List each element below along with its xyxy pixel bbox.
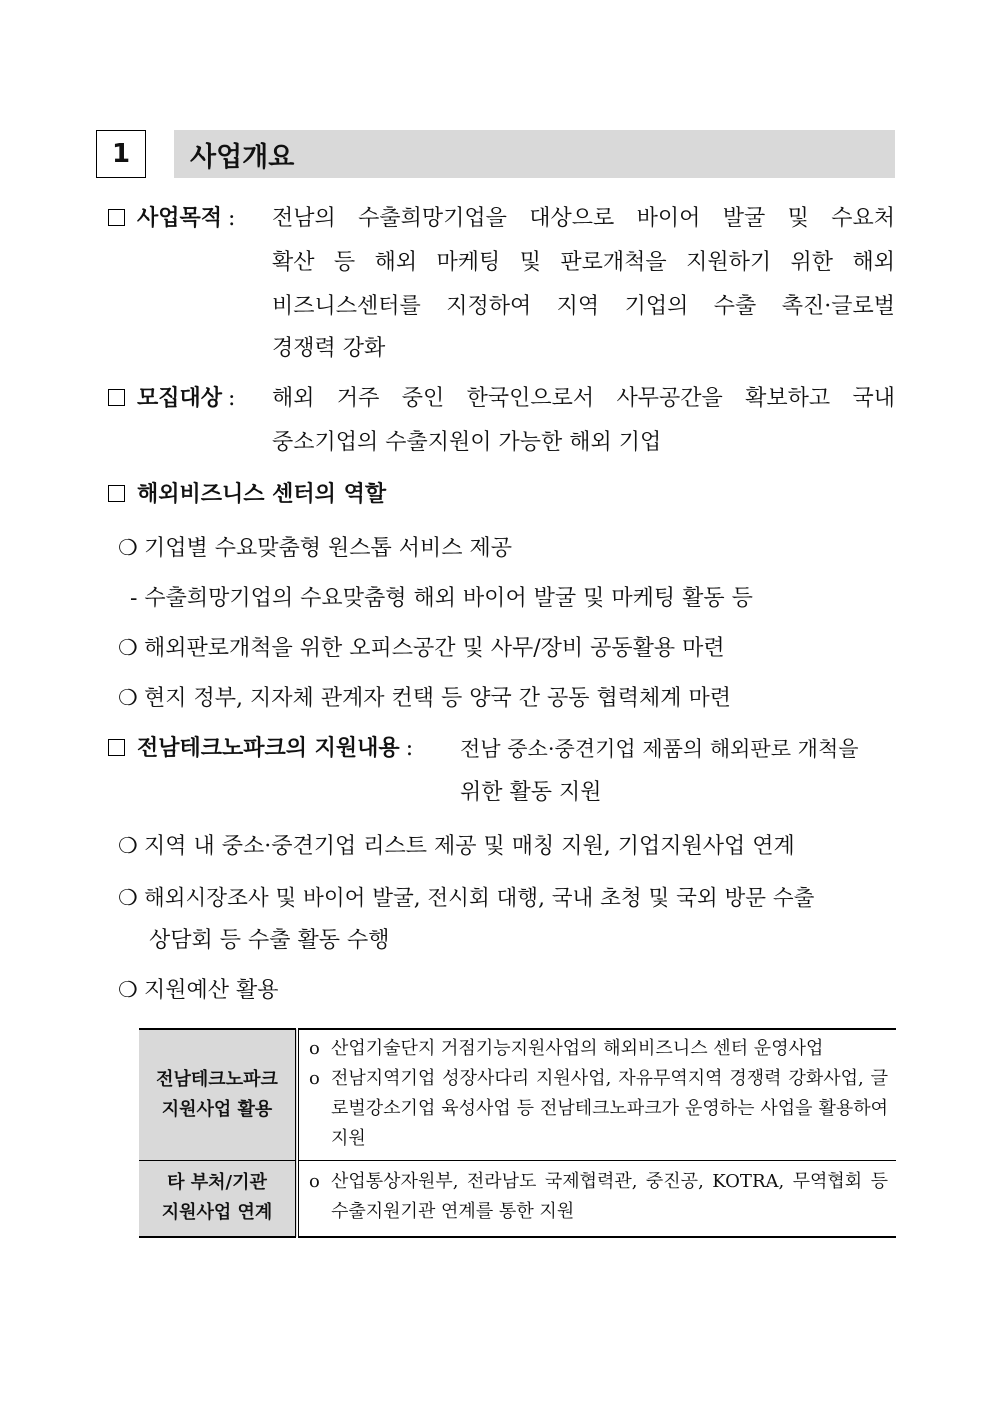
purpose-line-2: 확산 등 해외 마케팅 및 판로개척을 지원하기 위한 해외 (272, 250, 895, 275)
section-title: 사업개요 (190, 141, 295, 173)
role-sub-item: - 수출희망기업의 수요맞춤형 해외 바이어 발굴 및 마케팅 활동 등 (130, 586, 753, 611)
recruit-line-1: 해외 거주 중인 한국인으로서 사무공간을 확보하고 국내 (272, 386, 895, 411)
checkbox-square-icon (108, 389, 125, 406)
section-title-bar (174, 130, 895, 178)
purpose-line-4: 경쟁력 강화 (272, 336, 386, 361)
checkbox-square-icon (108, 739, 125, 756)
circle-bullet-icon: ❍ (118, 978, 138, 1003)
purpose-label-row (108, 204, 245, 234)
circle-bullet-icon: ❍ (118, 834, 138, 859)
purpose-line-3: 비즈니스센터를 지정하여 지역 기업의 수출 촉진·글로벌 (272, 294, 895, 319)
circle-bullet-icon: ❍ (118, 686, 138, 711)
list-item-text: 산업통상자원부, 전라남도 국제협력관, 중진공, KOTRA, 무역협회 등 수출지원기관 연계를 통한 지원 (331, 1171, 888, 1223)
list-item (309, 1167, 888, 1227)
support-heading-row (108, 734, 423, 764)
recruit-label-row (108, 384, 245, 414)
purpose-line-1: 전남의 수출희망기업을 대상으로 바이어 발굴 및 수요처 (272, 206, 895, 231)
role-item-1 (118, 534, 512, 564)
role-heading-row (108, 480, 386, 510)
support-item-2 (118, 884, 896, 914)
role-item-3 (118, 684, 731, 714)
circle-bullet-icon: ❍ (118, 536, 138, 561)
list-item (309, 1034, 888, 1064)
purpose-colon: : (228, 206, 236, 231)
section-number: 1 (96, 130, 146, 178)
role-item-text: 해외판로개척을 위한 오피스공간 및 사무/장비 공동활용 마련 (144, 636, 725, 661)
support-item-3 (118, 976, 279, 1006)
table-row-header-line: 전남테크노파크 (156, 1069, 278, 1090)
table-row-header-line: 지원사업 활용 (161, 1099, 273, 1120)
circle-bullet-icon: ❍ (118, 636, 138, 661)
purpose-label: 사업목적 (137, 206, 223, 231)
table-row-content (297, 1161, 896, 1237)
list-item (309, 1064, 888, 1154)
bullet-marker: o (309, 1171, 320, 1193)
table-row-header (139, 1161, 297, 1237)
list-item-text: 산업기술단지 거점기능지원사업의 해외비즈니스 센터 운영사업 (331, 1038, 824, 1059)
table-row (139, 1029, 896, 1161)
table-row-header-line: 지원사업 연계 (161, 1202, 273, 1224)
role-heading: 해외비즈니스 센터의 역할 (137, 482, 387, 507)
role-item-text: 기업별 수요맞춤형 원스톱 서비스 제공 (144, 536, 513, 561)
circle-bullet-icon: ❍ (118, 886, 138, 911)
table-row-content (297, 1029, 896, 1161)
role-item-2 (118, 634, 725, 664)
support-item-text: 지역 내 중소·중견기업 리스트 제공 및 매칭 지원, 기업지원사업 연계 (144, 834, 795, 859)
support-item-text: 지원예산 활용 (144, 978, 279, 1003)
support-item-2-cont: 상담회 등 수출 활동 수행 (149, 928, 390, 953)
support-line-1: 전남 중소·중견기업 제품의 해외판로 개척을 (460, 737, 859, 761)
recruit-colon: : (228, 386, 236, 411)
support-heading: 전남테크노파크의 지원내용 (137, 736, 400, 761)
budget-table (139, 1028, 896, 1238)
table-row (139, 1161, 896, 1237)
bullet-marker: o (309, 1068, 320, 1089)
recruit-label: 모집대상 (137, 386, 223, 411)
bullet-marker: o (309, 1038, 320, 1059)
table-row-header-line: 타 부처/기관 (167, 1172, 267, 1194)
support-line-2: 위한 활동 지원 (460, 780, 602, 805)
role-item-text: 현지 정부, 지자체 관계자 컨택 등 양국 간 공동 협력체계 마련 (144, 686, 731, 711)
table-row-header (139, 1029, 297, 1161)
list-item-text: 전남지역기업 성장사다리 지원사업, 자유무역지역 경쟁력 강화사업, 글로벌강소기업 육성사업 등 전남테크노파크가 운영하는 사업을 활용하여 지원 (331, 1068, 888, 1149)
checkbox-square-icon (108, 209, 125, 226)
support-item-text: 해외시장조사 및 바이어 발굴, 전시회 대행, 국내 초청 및 국외 방문 수출 (144, 886, 815, 911)
checkbox-square-icon (108, 485, 125, 502)
support-item-1 (118, 832, 795, 862)
recruit-line-2: 중소기업의 수출지원이 가능한 해외 기업 (272, 430, 662, 455)
support-colon: : (405, 736, 414, 761)
